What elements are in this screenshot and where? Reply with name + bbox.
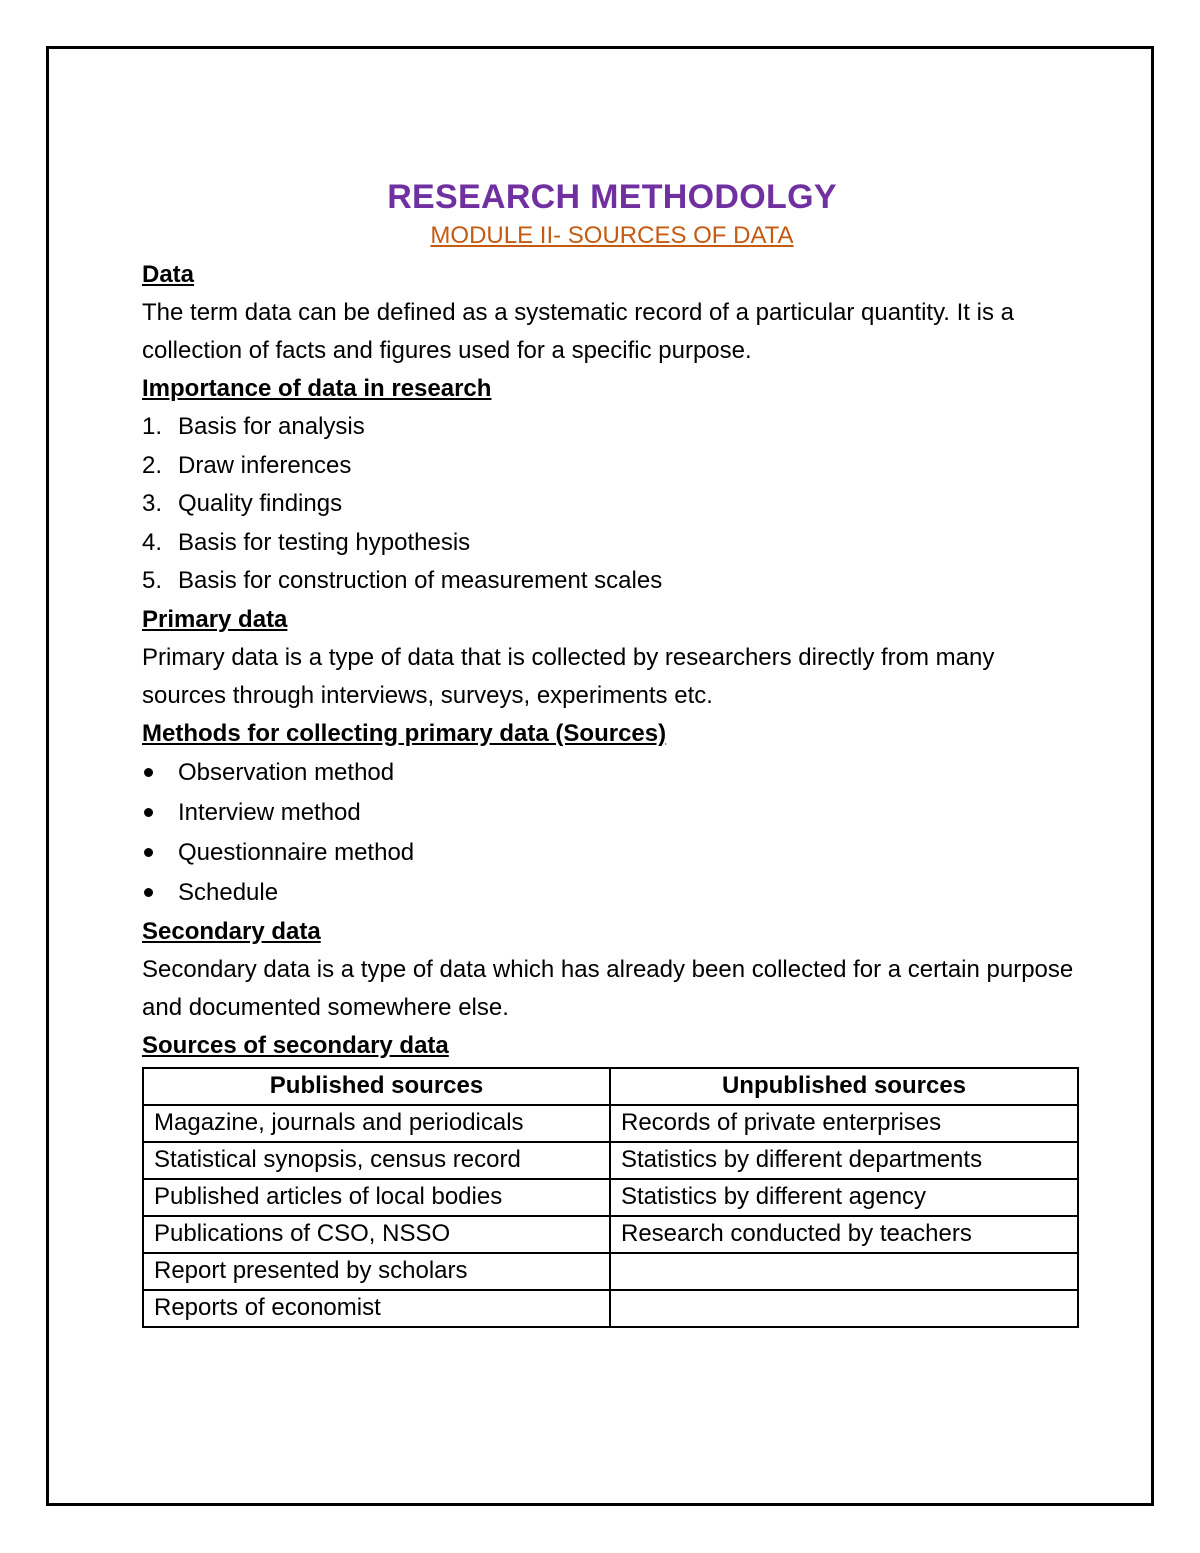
list-item-text: Questionnaire method <box>178 838 415 866</box>
document-title: RESEARCH METHODOLGY <box>387 178 837 216</box>
section-heading-methods: Methods for collecting primary data (Sources) <box>142 719 667 747</box>
table-cell: Research conducted by teachers <box>610 1216 1078 1253</box>
column-header-unpublished: Unpublished sources <box>610 1068 1078 1105</box>
list-item <box>142 873 1082 913</box>
table-cell <box>610 1253 1078 1290</box>
list-item-text: Basis for construction of measurement scales <box>178 567 663 594</box>
bullet-icon <box>144 848 153 857</box>
list-item <box>142 447 1082 486</box>
data-definition: The term data can be defined as a systematic record of a particular quantity. It is a collection of facts and figures used for a specific purpose. <box>142 299 1014 364</box>
list-item <box>142 485 1082 524</box>
section-heading-secondary: Secondary data <box>142 917 321 945</box>
table-header-row <box>143 1068 1078 1105</box>
methods-list <box>142 753 1082 913</box>
secondary-definition: Secondary data is a type of data which has already been collected for a certain purpose and documented somewhere else. <box>142 955 1074 1021</box>
list-item <box>142 408 1082 447</box>
table-cell: Publications of CSO, NSSO <box>143 1216 610 1253</box>
table-cell: Statistics by different departments <box>610 1142 1078 1179</box>
table-cell: Records of private enterprises <box>610 1105 1078 1142</box>
table-row <box>143 1216 1078 1253</box>
primary-definition: Primary data is a type of data that is collected by researchers directly from many sources through interviews, surveys, experiments etc. <box>142 643 995 709</box>
table-cell: Statistical synopsis, census record <box>143 1142 610 1179</box>
list-item-text: Basis for testing hypothesis <box>178 528 471 556</box>
list-number: 3. <box>142 490 163 517</box>
list-item <box>142 562 1082 601</box>
bullet-icon <box>144 768 153 777</box>
table-row <box>143 1290 1078 1327</box>
subtitle-text: MODULE II- SOURCES OF DATA <box>430 222 794 249</box>
table-row <box>143 1105 1078 1142</box>
sources-table <box>142 1067 1079 1328</box>
list-item-text: Interview method <box>178 798 361 826</box>
list-number: 5. <box>142 567 163 594</box>
table-row <box>143 1253 1078 1290</box>
section-heading-primary: Primary data <box>142 605 288 633</box>
table-cell: Published articles of local bodies <box>143 1179 610 1216</box>
table-row <box>143 1179 1078 1216</box>
list-number: 1. <box>142 413 163 440</box>
table-cell: Report presented by scholars <box>143 1253 610 1290</box>
list-item-text: Basis for analysis <box>178 413 365 440</box>
list-number: 2. <box>142 451 163 479</box>
column-header-published: Published sources <box>143 1068 610 1105</box>
section-heading-data: Data <box>142 261 195 288</box>
document-subtitle <box>142 218 1082 254</box>
table-cell <box>610 1290 1078 1327</box>
bullet-icon <box>144 808 153 817</box>
list-item-text: Draw inferences <box>178 451 352 479</box>
bullet-icon <box>144 888 153 897</box>
table-cell: Magazine, journals and periodicals <box>143 1105 610 1142</box>
importance-list <box>142 408 1082 601</box>
list-item <box>142 753 1082 793</box>
list-number: 4. <box>142 528 163 556</box>
list-item <box>142 793 1082 833</box>
list-item <box>142 833 1082 873</box>
document-content <box>142 176 1082 1328</box>
list-item-text: Quality findings <box>178 490 343 517</box>
list-item <box>142 524 1082 563</box>
list-item-text: Observation method <box>178 758 395 786</box>
list-item-text: Schedule <box>178 878 279 906</box>
section-heading-importance: Importance of data in research <box>142 375 492 402</box>
table-cell: Reports of economist <box>143 1290 610 1327</box>
section-heading-sources: Sources of secondary data <box>142 1031 449 1059</box>
table-cell: Statistics by different agency <box>610 1179 1078 1216</box>
table-row <box>143 1142 1078 1179</box>
